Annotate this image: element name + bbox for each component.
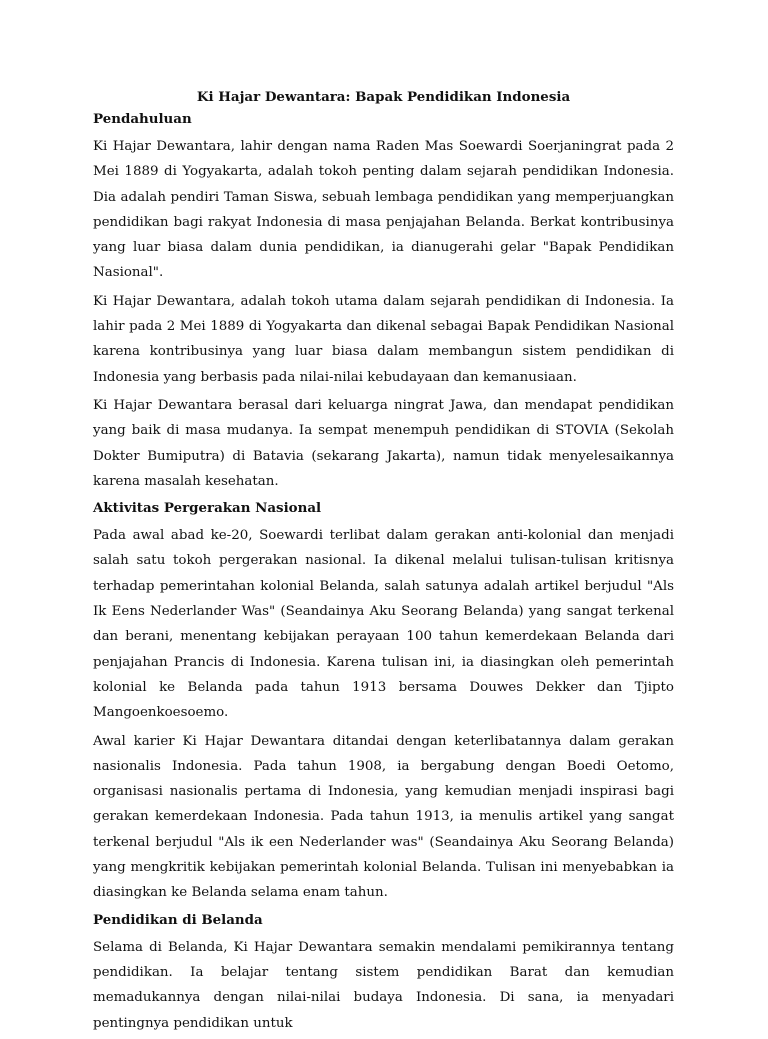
- section-aktivitas-pergerakan-nasional: [93, 497, 674, 905]
- paragraph: Awal karier Ki Hajar Dewantara ditandai dengan keterlibatannya dalam gerakan nasionalis Indonesia. Pada tahun 1908, ia bergabung dengan Boedi Oetomo, organisasi nasionalis pertama di Indonesia, yang kemudian menjadi inspirasi bagi gerakan kemerdekaan Indonesia. Pada tahun 1913, ia menulis artikel yang sangat terkenal berjudul "Als ik een Nederlander was" (Seandainya Aku Seorang Belanda) yang mengkritik kebijakan pemerintah kolonial Belanda. Tulisan ini menyebabkan ia diasingkan ke Belanda selama enam tahun.: [93, 733, 674, 901]
- document-page: [93, 86, 674, 1039]
- section-pendahuluan: [93, 108, 674, 494]
- paragraph: Ki Hajar Dewantara, lahir dengan nama Raden Mas Soewardi Soerjaningrat pada 2 Mei 1889 di Yogyakarta, adalah tokoh penting dalam sejarah pendidikan Indonesia. Dia adalah pendiri Taman Siswa, sebuah lembaga pendidikan yang memperjuangkan pendidikan bagi rakyat Indonesia di masa penjajahan Belanda. Berkat kontribusinya yang luar biasa dalam dunia pendidikan, ia dianugerahi gelar "Bapak Pendidikan Nasional".: [93, 139, 674, 281]
- paragraph: Ki Hajar Dewantara, adalah tokoh utama dalam sejarah pendidikan di Indonesia. Ia lahir pada 2 Mei 1889 di Yogyakarta dan dikenal sebagai Bapak Pendidikan Nasional karena kontribusinya yang luar biasa dalam membangun sistem pendidikan di Indonesia yang berbasis pada nilai-nilai kebudayaan dan kemanusiaan.: [93, 293, 674, 385]
- paragraph: Pada awal abad ke-20, Soewardi terlibat dalam gerakan anti-kolonial dan menjadi salah satu tokoh pergerakan nasional. Ia dikenal melalui tulisan-tulisan kritisnya terhadap pemerintahan kolonial Belanda, salah satunya adalah artikel berjudul "Als Ik Eens Nederlander Was" (Seandainya Aku Seorang Belanda) yang sangat terkenal dan berani, menentang kebijakan perayaan 100 tahun kemerdekaan Belanda dari penjajahan Prancis di Indonesia. Karena tulisan ini, ia diasingkan oleh pemerintah kolonial ke Belanda pada tahun 1913 bersama Douwes Dekker dan Tjipto Mangoenkoesoemo.: [93, 528, 674, 721]
- paragraph: Selama di Belanda, Ki Hajar Dewantara semakin mendalami pemikirannya tentang pendidikan. Ia belajar tentang sistem pendidikan Barat dan kemudian memadukannya dengan nilai-nilai budaya Indonesia. Di sana, ia menyadari pentingnya pendidikan untuk: [93, 939, 674, 1031]
- paragraph: Ki Hajar Dewantara berasal dari keluarga ningrat Jawa, dan mendapat pendidikan yang baik di masa mudanya. Ia sempat menempuh pendidikan di STOVIA (Sekolah Dokter Bumiputra) di Batavia (sekarang Jakarta), namun tidak menyelesaikannya karena masalah kesehatan.: [93, 397, 674, 489]
- section-heading: Pendahuluan: [93, 111, 192, 127]
- document-title: Ki Hajar Dewantara: Bapak Pendidikan Indonesia: [196, 89, 571, 105]
- section-heading: Pendidikan di Belanda: [93, 911, 263, 928]
- section-pendidikan-di-belanda: [93, 909, 674, 1036]
- section-heading: Aktivitas Pergerakan Nasional: [93, 500, 322, 517]
